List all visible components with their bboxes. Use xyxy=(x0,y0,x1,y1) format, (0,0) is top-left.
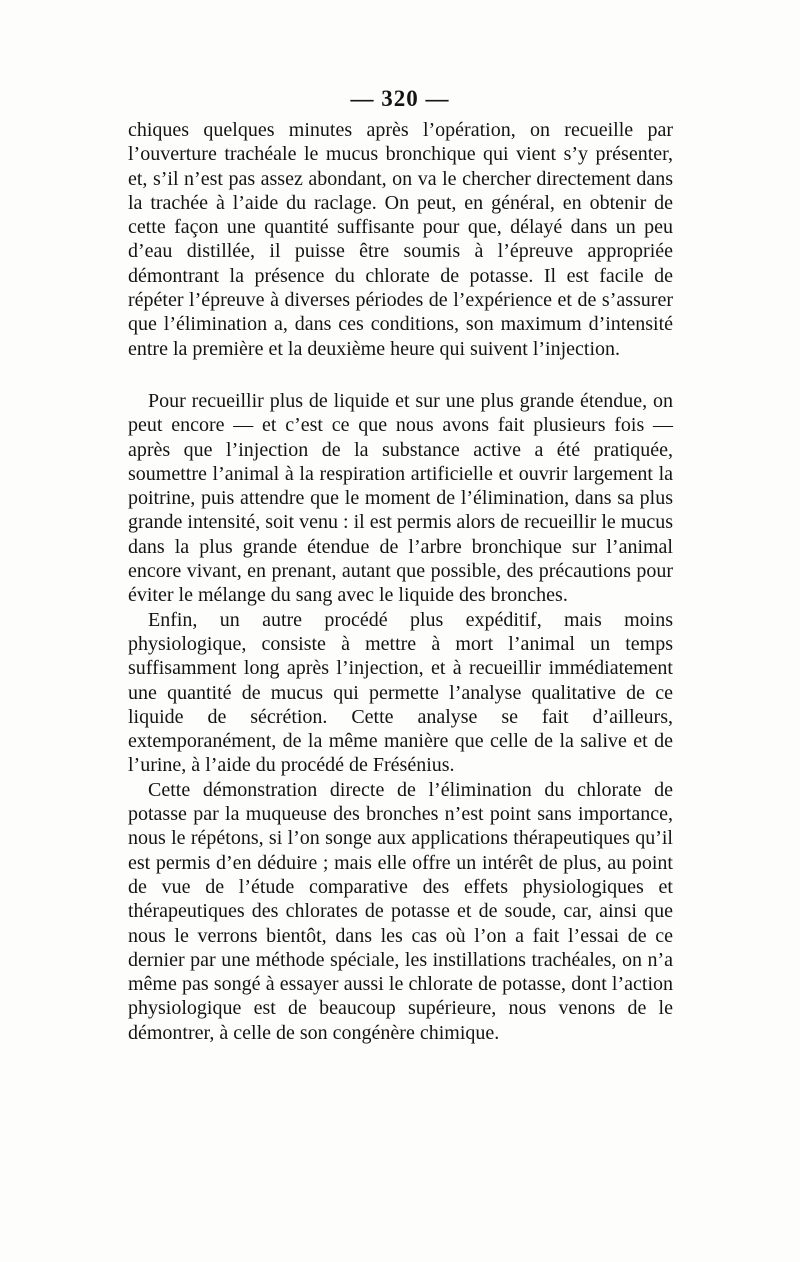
paragraph-enfin: Enfin, un autre procédé plus expéditif, mais moins physiologique, consiste à mettre à mort l’animal un temps suffisamment long après l’injection, et à recueillir immédiatement une quantité de mucus qui permette l’analyse qualitative de ce liquide de sécrétion. Cette analyse se fait d’ailleurs, extemporanément, de la même manière que celle de la salive et de l’urine, à l’aide du procédé de Frésénius. xyxy=(128,608,673,777)
paragraph-continuation: chiques quelques minutes après l’opération, on recueille par l’ouverture trachéale le mucus bronchique qui vient s’y présenter, et, s’il n’est pas assez abondant, on va le chercher directement dans la trachée à l’aide du raclage. On peut, en général, en obtenir de cette façon une quantité suffisante pour que, délayé dans un peu d’eau distillée, il puisse être soumis à l’épreuve appropriée démontrant la présence du chlorate de potasse. Il est facile de répéter l’épreuve à diverses périodes de l’expérience et de s’assurer que l’élimination a, dans ces conditions, son maximum d’intensité entre la première et la deuxième heure qui suivent l’injection. xyxy=(128,119,673,360)
body-text xyxy=(128,118,673,1045)
paragraph-demonstration: Cette démonstration directe de l’élimination du chlorate de potasse par la muqueuse des bronches n’est point sans importance, nous le répétons, si l’on songe aux applications thérapeutiques qu’il est permis d’en déduire ; mais elle offre un intérêt de plus, au point de vue de l’étude comparative des effets physiologiques et thérapeutiques des chlorates de potasse et de soude, car, ainsi que nous le verrons bientôt, dans les cas où l’on a fait l’essai de ce dernier par une méthode spéciale, les instillations trachéales, on n’a même pas songé à essayer aussi le chlorate de potasse, dont l’action physiologique est de beaucoup supérieure, nous venons de le démontrer, à celle de son congénère chimique. xyxy=(128,778,673,1044)
paragraph-recueillir: Pour recueillir plus de liquide et sur une plus grande étendue, on peut encore — et c’est ce que nous avons fait plusieurs fois — après que l’injection de la substance active a été pratiquée, soumettre l’animal à la respiration artificielle et ouvrir largement la poitrine, puis attendre que le moment de l’élimination, dans sa plus grande intensité, soit venu : il est permis alors de recueillir le mucus dans la plus grande étendue de l’arbre bronchique sur l’animal encore vivant, en prenant, autant que possible, des précautions pour éviter le mélange du sang avec le liquide des bronches. xyxy=(128,389,673,607)
page-number: — 320 — xyxy=(350,86,450,111)
